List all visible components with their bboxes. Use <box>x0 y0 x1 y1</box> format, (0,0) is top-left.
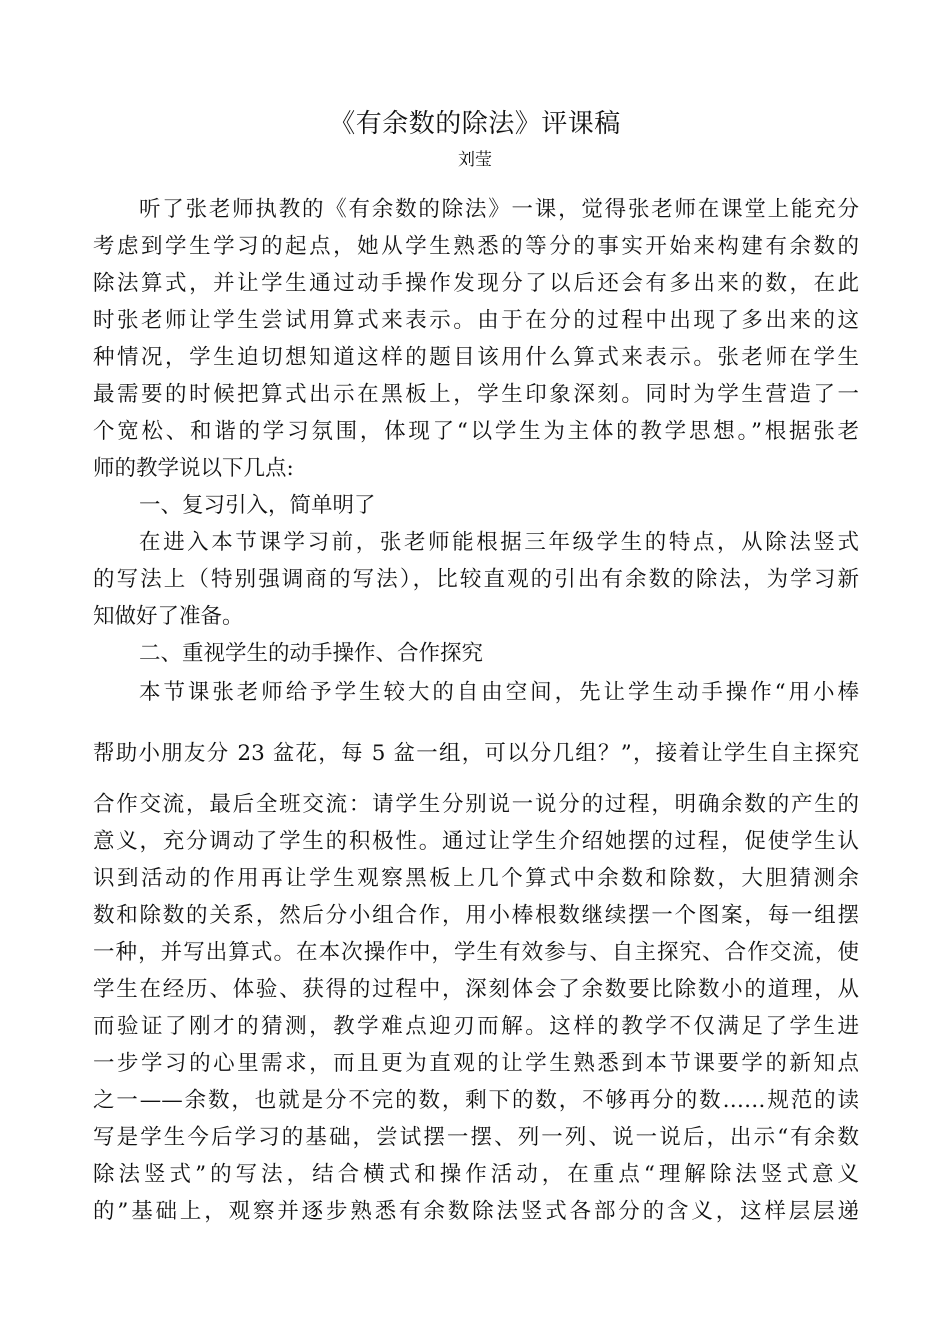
text-line: 一步学习的心里需求，而且更为直观的让学生熟悉到本节课要学的新知点 <box>93 1051 859 1076</box>
text-line: 个宽松、和谐的学习氛围，体现了“以学生为主体的教学思想。”根据张老 <box>93 419 859 444</box>
text-line: 识到活动的作用再让学生观察黑板上几个算式中余数和除数，大胆猜测余 <box>93 866 859 891</box>
text-line: 意义，充分调动了学生的积极性。通过让学生介绍她摆的过程，促使学生认 <box>93 829 859 854</box>
text-line: 一种，并写出算式。在本次操作中，学生有效参与、自主探究、合作交流，使 <box>93 940 859 965</box>
text-line: 合作交流，最后全班交流：请学生分别说一说分的过程，明确余数的产生的 <box>93 792 859 817</box>
text-line: 数和除数的关系，然后分小组合作，用小棒根数继续摆一个图案，每一组摆 <box>93 903 859 928</box>
text-line: 学生在经历、体验、获得的过程中，深刻体会了余数要比除数小的道理，从 <box>93 977 859 1002</box>
text-line: 的写法上（特别强调商的写法），比较直观的引出有余数的除法，为学习新 <box>93 567 859 592</box>
text-line: 的”基础上，观察并逐步熟悉有余数除法竖式各部分的含义，这样层层递 <box>93 1199 859 1224</box>
section-heading-2: 二、重视学生的动手操作、合作探究 <box>139 641 484 666</box>
text-line: 本节课张老师给予学生较大的自由空间，先让学生动手操作“用小棒 <box>139 680 859 705</box>
document-title: 《有余数的除法》评课稿 <box>329 109 621 139</box>
text-line: 在进入本节课学习前，张老师能根据三年级学生的特点，从除法竖式 <box>139 530 859 555</box>
text-line: 而验证了刚才的猜测，教学难点迎刃而解。这样的教学不仅满足了学生进 <box>93 1014 859 1039</box>
text-line: 知做好了准备。 <box>93 604 244 629</box>
text-line: 写是学生今后学习的基础，尝试摆一摆、列一列、说一说后，出示“有余数 <box>93 1125 859 1150</box>
text-line: 时张老师让学生尝试用算式来表示。由于在分的过程中出现了多出来的这 <box>93 308 859 333</box>
text-line: 考虑到学生学习的起点，她从学生熟悉的等分的事实开始来构建有余数的 <box>93 234 859 259</box>
text-line: 师的教学说以下几点: <box>93 456 294 481</box>
text-line: 帮助小朋友分 23 盆花，每 5 盆一组，可以分几组？”，接着让学生自主探究 <box>93 741 859 766</box>
text-line: 听了张老师执教的《有余数的除法》一课，觉得张老师在课堂上能充分 <box>139 197 859 222</box>
document-author: 刘莹 <box>458 150 492 170</box>
text-line: 除法竖式”的写法，结合横式和操作活动，在重点“理解除法竖式意义 <box>93 1162 859 1187</box>
text-line: 除法算式，并让学生通过动手操作发现分了以后还会有多出来的数，在此 <box>93 271 859 296</box>
section-heading-1: 一、复习引入，简单明了 <box>139 493 376 518</box>
text-line: 最需要的时候把算式出示在黑板上，学生印象深刻。同时为学生营造了一 <box>93 382 859 407</box>
text-line: 种情况，学生迫切想知道这样的题目该用什么算式来表示。张老师在学生 <box>93 345 859 370</box>
text-line: 之一——余数，也就是分不完的数，剩下的数，不够再分的数……规范的读 <box>93 1088 859 1113</box>
